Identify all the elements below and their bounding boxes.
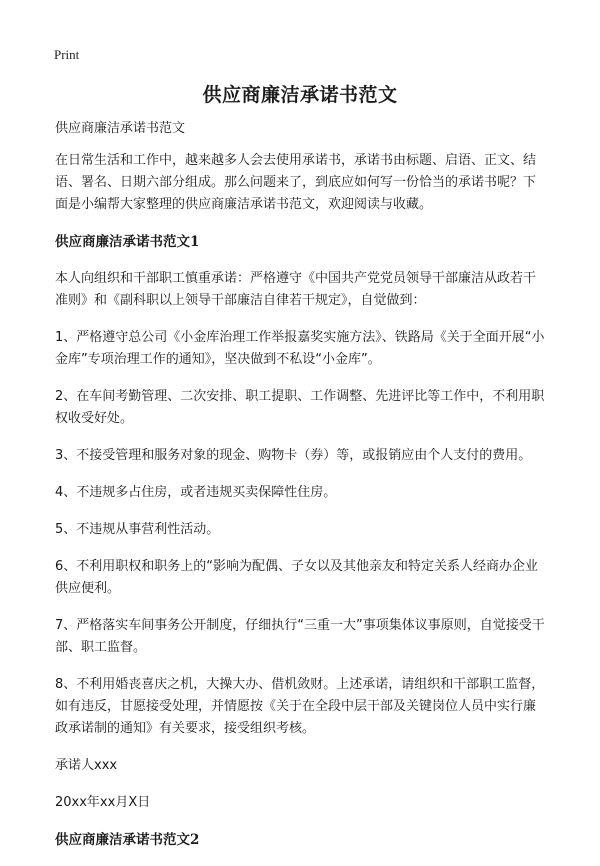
article-subtitle: 供应商廉洁承诺书范文: [55, 121, 186, 136]
commitment-item-7: 7、严格落实车间事务公开制度，仔细执行“三重一大”事项集体议事原则，自觉接受干部、职工监督。: [55, 618, 545, 655]
signature-line: 承诺人xxx: [55, 758, 118, 773]
date-line: 20xx年xx月X日: [55, 795, 151, 810]
print-link[interactable]: Print: [54, 47, 80, 62]
section-heading-1: 供应商廉洁承诺书范文1: [55, 234, 200, 250]
commitment-item-5: 5、不违规从事营利性活动。: [55, 522, 220, 537]
page-title: 供应商廉洁承诺书范文: [202, 84, 398, 106]
intro-paragraph: 在日常生活和工作中，越来越多人会去使用承诺书，承诺书由标题、启语、正文、结语、署名、日期六部分组成。那么问题来了，到底应如何写一份恰当的承诺书呢？下面是小编帮大家整理的供应商廉洁承诺书范文，欢迎阅读与收藏。: [55, 153, 537, 212]
commitment-item-2: 2、在车间考勤管理、二次安排、职工提职、工作调整、先进评比等工作中，不利用职权收受好处。: [55, 389, 545, 426]
commitment-item-1: 1、严格遵守总公司《小金库治理工作举报嘉奖实施方法》、铁路局《关于全面开展“小金库”专项治理工作的通知》，坚决做到不私设“小金库”。: [55, 330, 545, 367]
commitment-item-6: 6、不利用职权和职务上的“影响为配偶、子女以及其他亲友和特定关系人经商办企业供应便利。: [55, 559, 539, 596]
article-body: [55, 118, 547, 866]
commitment-item-4: 4、不违规多占住房，或者违规买卖保障性住房。: [55, 485, 337, 500]
commitment-item-3: 3、不接受管理和服务对象的现金、购物卡（券）等，或报销应由个人支付的费用。: [55, 448, 532, 463]
commitment-item-8: 8、不利用婚丧喜庆之机，大操大办、借机敛财。上述承诺，请组织和干部职工监督，如有违反，甘愿接受处理，并情愿按《关于在全段中层干部及关键岗位人员中实行廉政承诺制的通知》有关要求，接受组织考核。: [55, 677, 545, 736]
section-heading-2: 供应商廉洁承诺书范文2: [55, 832, 200, 848]
section-lead-paragraph: 本人向组织和干部职工慎重承诺：严格遵守《中国共产党党员领导干部廉洁从政若干准则》和《副科职以上领导干部廉洁自律若干规定》，自觉做到：: [55, 271, 537, 308]
